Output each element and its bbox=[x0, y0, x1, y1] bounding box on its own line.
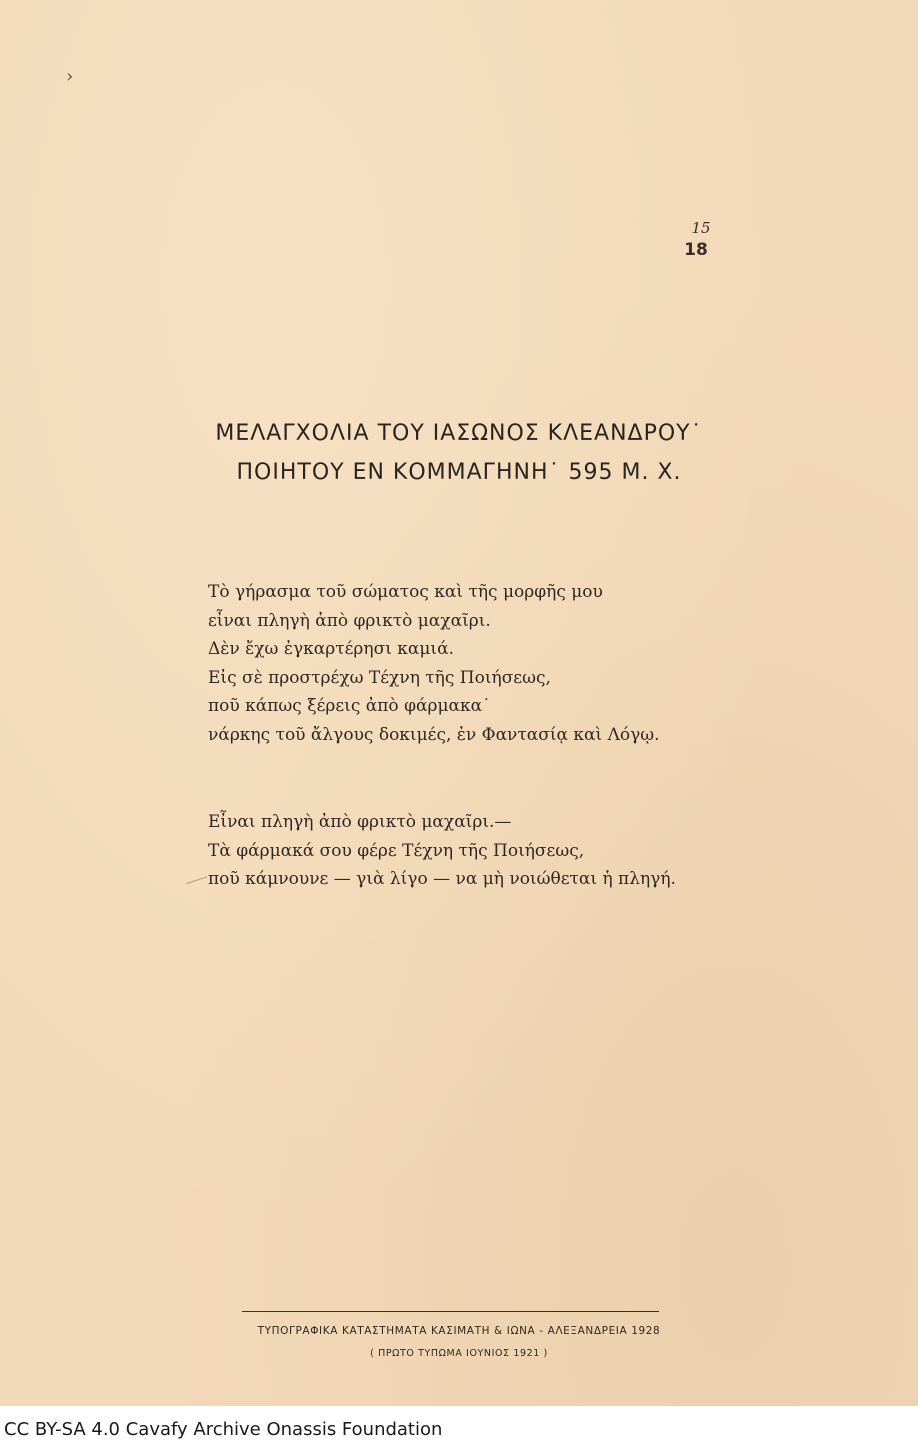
poem-line: ποῦ κάπως ξέρεις ἀπὸ φάρμακα˙ bbox=[208, 696, 491, 717]
license-credit: CC BY-SA 4.0 Cavafy Archive Onassis Foundation bbox=[4, 1419, 443, 1440]
corner-mark: › bbox=[66, 66, 74, 87]
license-footer bbox=[0, 1406, 918, 1450]
poem-line: νάρκης τοῦ ἄλγους δοκιμές, ἐν Φαντασίᾳ καὶ Λόγῳ. bbox=[208, 724, 660, 745]
first-print-note: ( ΠΡΩΤΟ ΤΥΠΩΜΑ ΙΟΥΝΙΟΣ 1921 ) bbox=[370, 1348, 548, 1359]
page-number-printed: 18 bbox=[684, 240, 708, 260]
printer-imprint: ΤΥΠΟΓΡΑΦΙΚΑ ΚΑΤΑΣΤΗΜΑΤΑ ΚΑΣΙΜΑΤΗ & ΙΩΝΑ - ΑΛΕΞΑΝΔΡΕΙΑ 1928 bbox=[257, 1325, 661, 1337]
poem-stanza-1 bbox=[208, 578, 660, 750]
poem-line: Εἶναι πληγὴ ἀπὸ φρικτὸ μαχαῖρι.— bbox=[208, 812, 512, 832]
page-number-handwritten: 15 bbox=[691, 219, 711, 237]
poem-title-line-2: ΠΟΙΗΤΟΥ ΕΝ ΚΟΜΜΑΓΗΝΗ˙ 595 Μ. Χ. bbox=[236, 460, 682, 485]
page-number bbox=[676, 220, 716, 260]
poem-line: Τὰ φάρμακά σου φέρε Τέχνη τῆς Ποιήσεως, bbox=[208, 840, 585, 861]
poem-line: εἶναι πληγὴ ἀπὸ φρικτὸ μαχαῖρι. bbox=[208, 610, 491, 631]
pencil-mark bbox=[183, 865, 208, 884]
poem-title-line-1: ΜΕΛΑΓΧΟΛΙΑ ΤΟΥ ΙΑΣΩΝΟΣ ΚΛΕΑΝΔΡΟΥ˙ bbox=[215, 421, 703, 446]
imprint-divider bbox=[242, 1311, 659, 1312]
poem-line: Τὸ γήρασμα τοῦ σώματος καὶ τῆς μορφῆς μου bbox=[208, 582, 603, 602]
poem-stanza-2 bbox=[208, 808, 676, 894]
poem-line: Δὲν ἔχω ἐγκαρτέρησι καμιά. bbox=[208, 639, 454, 660]
poem-line: ποῦ κάμνουνε — γιὰ λίγο — να μὴ νοιώθεται ἡ πληγή. bbox=[208, 869, 676, 890]
poem-line: Εἰς σὲ προστρέχω Τέχνη τῆς Ποιήσεως, bbox=[208, 667, 551, 688]
